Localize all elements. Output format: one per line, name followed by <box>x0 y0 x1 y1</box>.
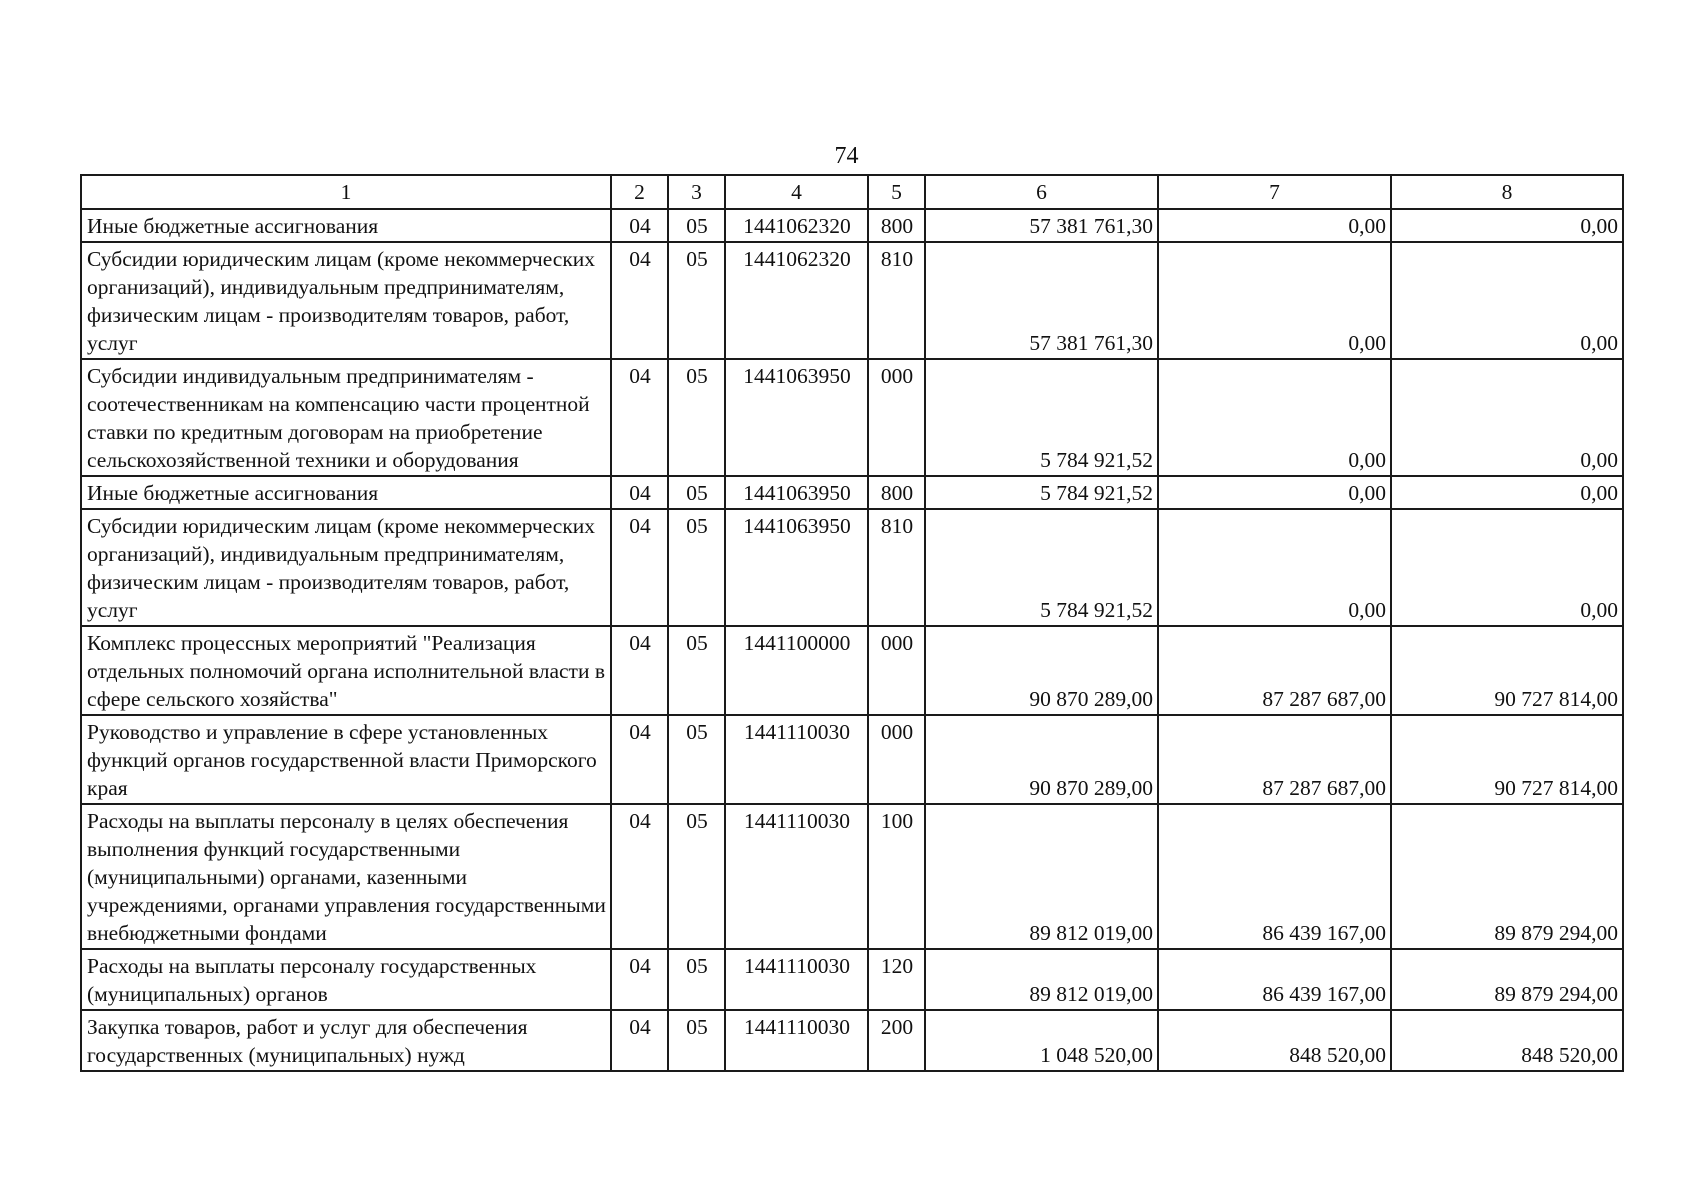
amount-col8: 0,00 <box>1391 476 1623 509</box>
expense-type-code: 100 <box>868 804 925 949</box>
amount-col7: 0,00 <box>1158 476 1391 509</box>
expense-type-code: 000 <box>868 715 925 804</box>
column-header: 2 <box>611 175 668 209</box>
header-row <box>81 175 1623 209</box>
amount-col7: 0,00 <box>1158 242 1391 359</box>
amount-col6: 57 381 761,30 <box>925 242 1158 359</box>
amount-col8: 90 727 814,00 <box>1391 715 1623 804</box>
amount-col6: 5 784 921,52 <box>925 509 1158 626</box>
subsection-code: 05 <box>668 626 725 715</box>
amount-col8: 0,00 <box>1391 209 1623 242</box>
column-header: 8 <box>1391 175 1623 209</box>
target-article-code: 1441100000 <box>725 626 868 715</box>
section-code: 04 <box>611 804 668 949</box>
amount-col8: 848 520,00 <box>1391 1010 1623 1071</box>
budget-table <box>80 174 1624 1072</box>
table-row <box>81 626 1623 715</box>
row-description: Расходы на выплаты персоналу в целях обеспечения выполнения функций государственными (муниципальными) органами, казенными учреждениями, органами управления государственными внебюджетными фондами <box>81 804 611 949</box>
subsection-code: 05 <box>668 1010 725 1071</box>
expense-type-code: 000 <box>868 359 925 476</box>
amount-col7: 0,00 <box>1158 209 1391 242</box>
row-description: Субсидии юридическим лицам (кроме некоммерческих организаций), индивидуальным предпринимателям, физическим лицам - производителям товаров, работ, услуг <box>81 509 611 626</box>
table-row <box>81 804 1623 949</box>
amount-col7: 0,00 <box>1158 509 1391 626</box>
target-article-code: 1441062320 <box>725 209 868 242</box>
column-header: 6 <box>925 175 1158 209</box>
section-code: 04 <box>611 509 668 626</box>
expense-type-code: 000 <box>868 626 925 715</box>
expense-type-code: 800 <box>868 476 925 509</box>
expense-type-code: 810 <box>868 242 925 359</box>
row-description: Расходы на выплаты персоналу государственных (муниципальных) органов <box>81 949 611 1010</box>
amount-col7: 0,00 <box>1158 359 1391 476</box>
amount-col8: 0,00 <box>1391 242 1623 359</box>
subsection-code: 05 <box>668 949 725 1010</box>
expense-type-code: 120 <box>868 949 925 1010</box>
amount-col8: 0,00 <box>1391 509 1623 626</box>
table-row <box>81 715 1623 804</box>
amount-col8: 0,00 <box>1391 359 1623 476</box>
target-article-code: 1441110030 <box>725 949 868 1010</box>
page-number: 74 <box>834 143 859 169</box>
column-header: 4 <box>725 175 868 209</box>
subsection-code: 05 <box>668 209 725 242</box>
subsection-code: 05 <box>668 359 725 476</box>
row-description: Руководство и управление в сфере установленных функций органов государственной власти Приморского края <box>81 715 611 804</box>
column-header: 7 <box>1158 175 1391 209</box>
target-article-code: 1441063950 <box>725 359 868 476</box>
amount-col8: 89 879 294,00 <box>1391 804 1623 949</box>
subsection-code: 05 <box>668 804 725 949</box>
subsection-code: 05 <box>668 509 725 626</box>
table-row <box>81 209 1623 242</box>
amount-col7: 87 287 687,00 <box>1158 626 1391 715</box>
amount-col8: 89 879 294,00 <box>1391 949 1623 1010</box>
amount-col7: 87 287 687,00 <box>1158 715 1391 804</box>
column-header: 1 <box>81 175 611 209</box>
subsection-code: 05 <box>668 715 725 804</box>
amount-col6: 5 784 921,52 <box>925 359 1158 476</box>
expense-type-code: 810 <box>868 509 925 626</box>
table-row <box>81 476 1623 509</box>
column-header: 5 <box>868 175 925 209</box>
table-row <box>81 242 1623 359</box>
expense-type-code: 800 <box>868 209 925 242</box>
row-description: Субсидии индивидуальным предпринимателям - соотечественникам на компенсацию части процентной ставки по кредитным договорам на приобретение сельскохозяйственной техники и оборудования <box>81 359 611 476</box>
amount-col6: 89 812 019,00 <box>925 804 1158 949</box>
section-code: 04 <box>611 359 668 476</box>
row-description: Закупка товаров, работ и услуг для обеспечения государственных (муниципальных) нужд <box>81 1010 611 1071</box>
row-description: Субсидии юридическим лицам (кроме некоммерческих организаций), индивидуальным предпринимателям, физическим лицам - производителям товаров, работ, услуг <box>81 242 611 359</box>
subsection-code: 05 <box>668 476 725 509</box>
expense-type-code: 200 <box>868 1010 925 1071</box>
amount-col7: 86 439 167,00 <box>1158 804 1391 949</box>
target-article-code: 1441063950 <box>725 476 868 509</box>
section-code: 04 <box>611 209 668 242</box>
section-code: 04 <box>611 626 668 715</box>
amount-col7: 86 439 167,00 <box>1158 949 1391 1010</box>
amount-col8: 90 727 814,00 <box>1391 626 1623 715</box>
table-row <box>81 509 1623 626</box>
column-header: 3 <box>668 175 725 209</box>
section-code: 04 <box>611 476 668 509</box>
table-row <box>81 1010 1623 1071</box>
section-code: 04 <box>611 715 668 804</box>
section-code: 04 <box>611 949 668 1010</box>
amount-col6: 57 381 761,30 <box>925 209 1158 242</box>
amount-col7: 848 520,00 <box>1158 1010 1391 1071</box>
target-article-code: 1441063950 <box>725 509 868 626</box>
target-article-code: 1441110030 <box>725 715 868 804</box>
row-description: Комплекс процессных мероприятий "Реализация отдельных полномочий органа исполнительной власти в сфере сельского хозяйства" <box>81 626 611 715</box>
row-description: Иные бюджетные ассигнования <box>81 209 611 242</box>
amount-col6: 90 870 289,00 <box>925 626 1158 715</box>
amount-col6: 90 870 289,00 <box>925 715 1158 804</box>
row-description: Иные бюджетные ассигнования <box>81 476 611 509</box>
section-code: 04 <box>611 1010 668 1071</box>
subsection-code: 05 <box>668 242 725 359</box>
target-article-code: 1441110030 <box>725 804 868 949</box>
target-article-code: 1441110030 <box>725 1010 868 1071</box>
amount-col6: 89 812 019,00 <box>925 949 1158 1010</box>
table-row <box>81 949 1623 1010</box>
amount-col6: 5 784 921,52 <box>925 476 1158 509</box>
table-row <box>81 359 1623 476</box>
section-code: 04 <box>611 242 668 359</box>
amount-col6: 1 048 520,00 <box>925 1010 1158 1071</box>
target-article-code: 1441062320 <box>725 242 868 359</box>
